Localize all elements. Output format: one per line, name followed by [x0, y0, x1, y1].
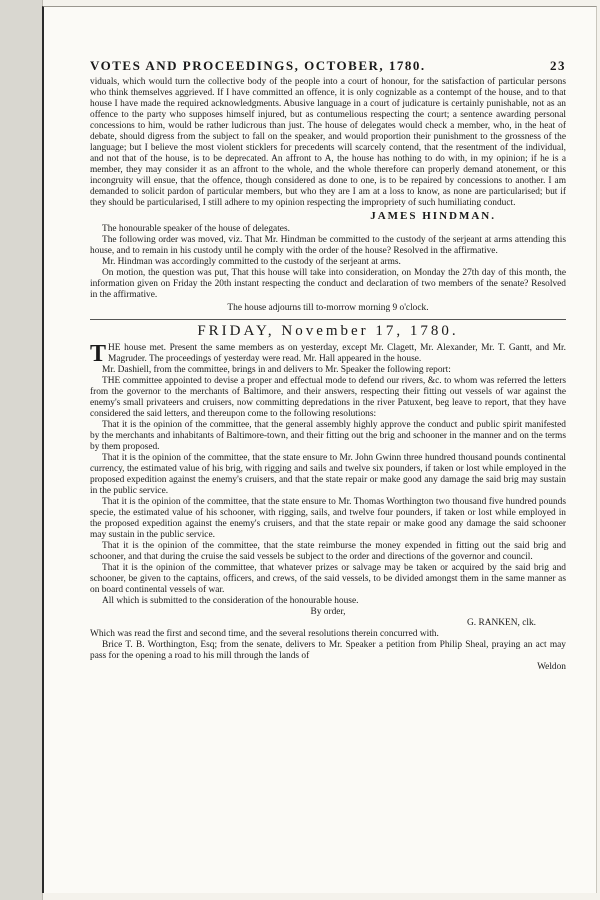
- adjourn-note: The house adjourns till to-morrow morning 9 o'clock.: [227, 303, 429, 313]
- book-binding: [0, 0, 43, 900]
- read-paragraph: Which was read the first and second time, and the several resolutions therein concurred with.: [90, 629, 439, 639]
- addressee: The honourable speaker of the house of delegates.: [102, 224, 290, 234]
- committed-paragraph: Mr. Hindman was accordingly committed to the custody of the serjeant at arms.: [102, 257, 401, 267]
- motion-paragraph: On motion, the question was put, That this house will take into consideration, on Monday the 27th day of this month, the information given on Friday the 20th instant respecting the conduct and declaration of two members of the senate? Resolved in the affirmative.: [90, 268, 566, 300]
- page-content: [90, 60, 566, 673]
- signature: JAMES HINDMAN.: [370, 210, 496, 222]
- running-header: [90, 60, 566, 71]
- resolution-paragraph: That it is the opinion of the committee, that the state ensure to Mr. John Gwinn three hundred thousand pounds continental currency, the estimated value of his brig, with rigging and sails and twelve six pounders, if taken or lost while employed in the proposed expedition against the enemy's cruisers, and that the state repair or make good any damage the said brig may sustain in the public service.: [90, 453, 566, 496]
- order-paragraph: The following order was moved, viz. That Mr. Hindman be committed to the custody of the serjeant at arms attending this house, and to remain in his custody until he comply with the order of the house? Resolved in the affirmative.: [90, 235, 566, 256]
- clerk-signature: G. RANKEN, clk.: [466, 618, 536, 628]
- submission-paragraph: All which is submitted to the consideration of the honourable house.: [102, 596, 359, 606]
- drop-cap: T: [90, 341, 107, 367]
- resolution-paragraph: That it is the opinion of the committee, that the state reimburse the money expended in fitting out the said brig and schooner, and that during the cruise the said vessels be subject to the order and directions of the governor and council.: [90, 541, 566, 562]
- catchword: Weldon: [537, 662, 566, 672]
- petition-paragraph: Brice T. B. Worthington, Esq; from the senate, delivers to Mr. Speaker a petition from Philip Sheal, praying an act may pass for the opening a road to his mill through the lands of: [90, 640, 566, 661]
- section-divider: [90, 319, 566, 320]
- report-paragraph: THE committee appointed to devise a proper and effectual mode to defend our rivers, &c. to whom was referred the letters from the governor to the merchants of Baltimore, and their answers, respecting their fitting out vessels of war against the enemy's small privateers and cruisers, now committing depredations in the river Patuxent, beg leave to report, that they have considered the said letters, and thereupon come to the following resolutions:: [90, 376, 566, 419]
- report-intro: Mr. Dashiell, from the committee, brings in and delivers to Mr. Speaker the following report:: [102, 365, 451, 375]
- by-order: By order,: [310, 607, 346, 617]
- resolution-paragraph: That it is the opinion of the committee, that the state ensure to Mr. Thomas Worthington two thousand five hundred pounds specie, the estimated value of his schooner, with rigging, sails, and twelve four pounders, if taken or lost while employed in the proposed expedition against the enemy's cruisers, and that the state repair or make good any damage the said schooner may sustain in the public service.: [90, 497, 566, 540]
- house-met-text: HE house met. Present the same members as on yesterday, except Mr. Clagett, Mr. Alexander, Mr. T. Gantt, and Mr. Magruder. The proceedings of yesterday were read. Mr. Hall appeared in the house.: [108, 343, 566, 364]
- day-heading: FRIDAY, November 17, 1780.: [197, 323, 459, 339]
- resolution-paragraph: That it is the opinion of the committee, that whatever prizes or salvage may be taken or acquired by the said brig and schooner, be given to the captains, officers, and crews, of the said vessels, to be divided amongst them in the same manner as on board continental vessels of war.: [90, 563, 566, 595]
- resolution-paragraph: That it is the opinion of the committee, that the general assembly highly approve the conduct and public spirit manifested by the merchants and inhabitants of Baltimore-town, and their fitting out the brig and schooner in the manner and on the terms by them proposed.: [90, 420, 566, 452]
- letter-paragraph: viduals, which would turn the collective body of the people into a court of honour, for the satisfaction of particular persons who think themselves aggrieved. If I have committed an offence, it is only cognizable as a contempt of the house, and to that house I have made the required acknowledgments. Abusive language in a court of judicature is certainly punishable, not as an offence to the party who supposes himself injured, but as contumelious respecting the court; a sentence awarding personal concessions to him, would be rather ludicrous than just. The house of delegates would check a member, who, in the heat of debate, should digress from the subject to fall on the speaker, and would proportion their punishment to the grossness of the language; but I believe the most violent sticklers for precedents will scarcely contend, that the resentment of the individual, and not that of the house, is to be deprecated. An affront to A, the house has nothing to do with, in my opinion; if he is a member, they may consider it as an affront to the whole, and the whole therefore can properly demand atonement, or this incongruity will ensue, that the offence, though considered as done to one, is to be repaired by concessions to another. I am demanded to solicit pardon of particular members, but who they are I am at a loss to know, as none are particularised; but if they should be particularised, I still adhere to my opinion respecting the impropriety of such humiliating conduct.: [90, 77, 566, 208]
- page-number: 23: [550, 58, 566, 73]
- house-met-paragraph: [90, 343, 566, 365]
- running-title: VOTES AND PROCEEDINGS, OCTOBER, 1780.: [90, 58, 426, 73]
